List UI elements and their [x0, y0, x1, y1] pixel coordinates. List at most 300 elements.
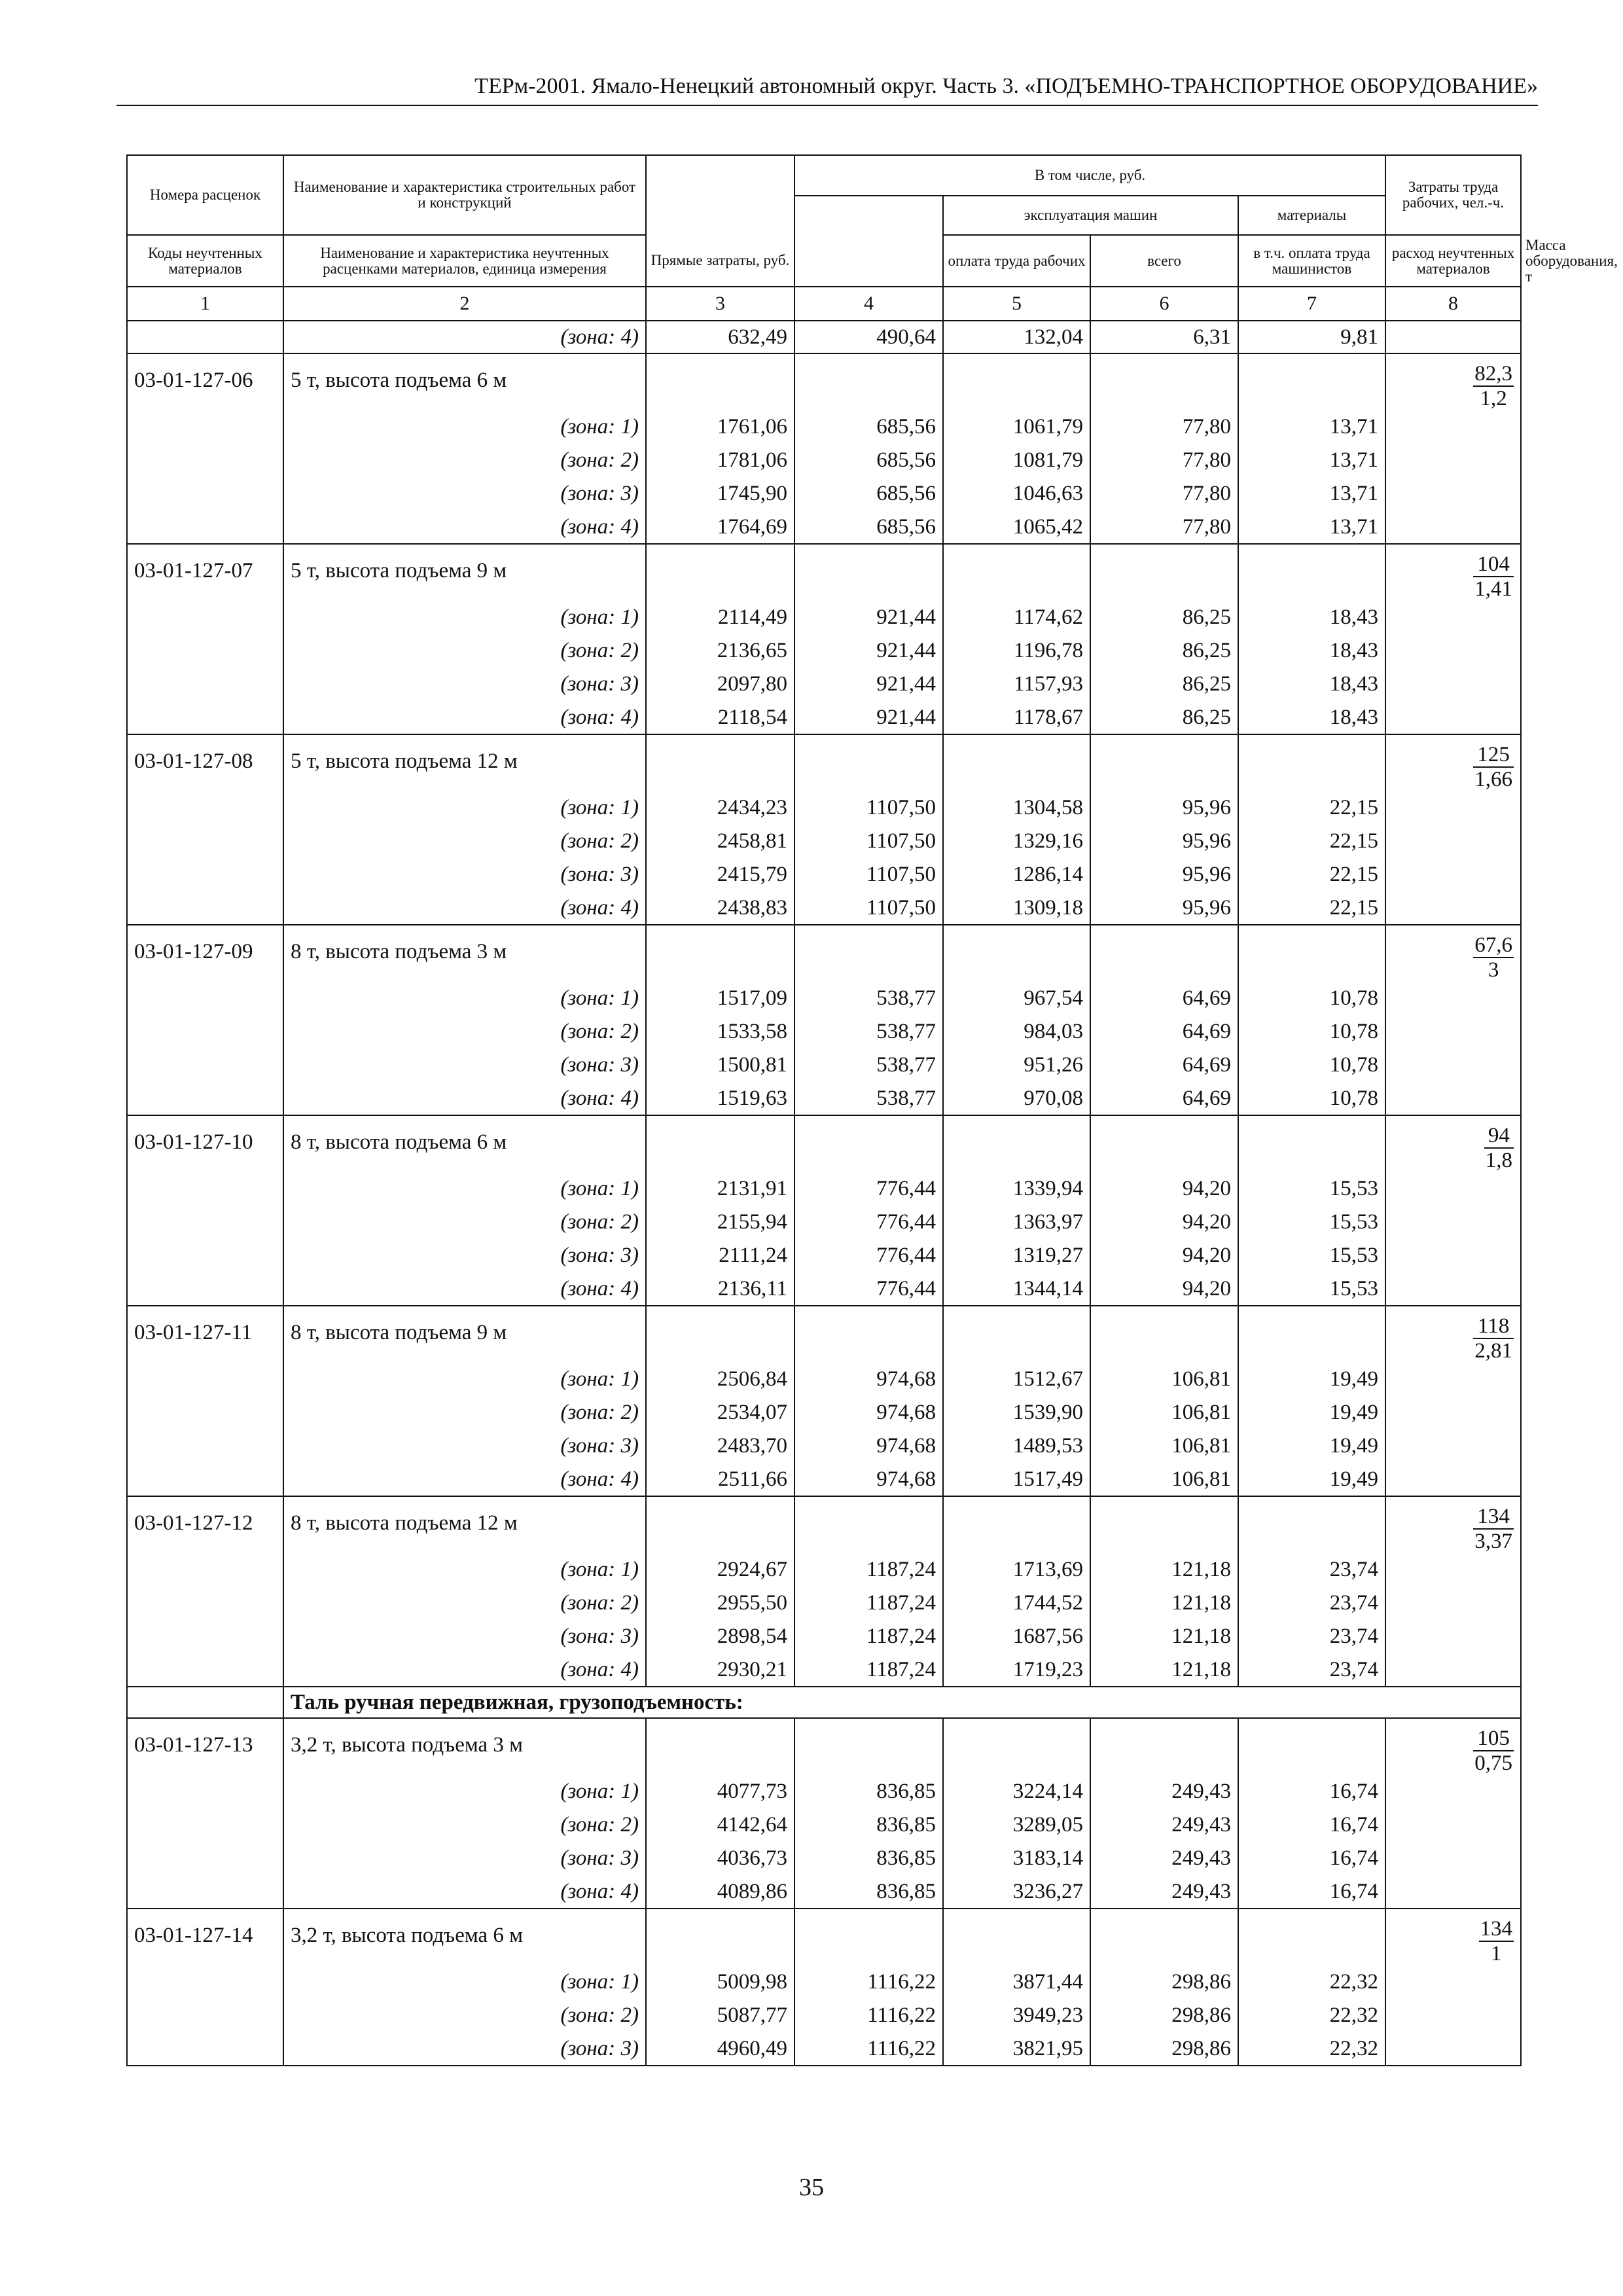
empty-cell: [1090, 1909, 1238, 1965]
materials-value: 22,15: [1238, 858, 1385, 891]
empty-cell: [1238, 353, 1385, 410]
rate-code-cell: [127, 601, 283, 634]
materials-value: 22,32: [1238, 2032, 1385, 2066]
zone-row: [127, 858, 1521, 891]
labor-cost-cell: [1385, 668, 1521, 701]
direct-costs-value: 2111,24: [646, 1239, 794, 1272]
labor-cost-cell: [1385, 701, 1521, 734]
labor-cost-cell: [1385, 891, 1521, 925]
rate-code-cell: [127, 2032, 283, 2066]
empty-cell: [794, 925, 943, 982]
rate-code: 03-01-127-14: [127, 1909, 283, 1965]
rate-code-cell: [127, 1775, 283, 1808]
machinist-pay-value: 64,69: [1090, 1082, 1238, 1115]
rate-code-cell: [127, 825, 283, 858]
materials-value: 16,74: [1238, 1808, 1385, 1842]
labor-cost-value: 118: [1473, 1314, 1514, 1339]
zone-label: (зона: 3): [283, 2032, 646, 2066]
labor-cost-cell: [1385, 1463, 1521, 1496]
labor-cost-cell: [1385, 477, 1521, 511]
materials-value: 16,74: [1238, 1875, 1385, 1909]
column-number: 7: [1238, 287, 1385, 321]
zone-row: [127, 410, 1521, 444]
labor-cost-value: 67,6: [1474, 933, 1513, 957]
machine-total-value: 1719,23: [943, 1653, 1090, 1687]
col-total-header: всего: [1090, 235, 1238, 287]
empty-cell: [1090, 1718, 1238, 1775]
work-name: 3,2 т, высота подъема 3 м: [283, 1718, 646, 1775]
zone-label: (зона: 1): [283, 1172, 646, 1206]
zone-label: (зона: 2): [283, 1587, 646, 1620]
zone-row: [127, 891, 1521, 925]
labor-cost-cell: [1385, 982, 1521, 1015]
rate-code-cell: [127, 891, 283, 925]
empty-cell: [943, 353, 1090, 410]
machinist-pay-value: 77,80: [1090, 511, 1238, 544]
zone-row: [127, 1082, 1521, 1115]
col-direct-costs-header: Прямые затраты, руб.: [646, 235, 794, 287]
labor-cost-value: 104: [1473, 552, 1514, 577]
zone-label: (зона: 2): [283, 1396, 646, 1429]
rate-entry-row: [127, 1496, 1521, 1553]
col-work-name-header: Наименование и характеристика строительных работ и конструкций: [283, 155, 646, 235]
labor-cost-cell: [1385, 1272, 1521, 1306]
labor-cost-cell: [1385, 601, 1521, 634]
worker-pay-value: 1107,50: [794, 891, 943, 925]
machinist-pay-value: 77,80: [1090, 444, 1238, 477]
machine-total-value: 1687,56: [943, 1620, 1090, 1653]
machinist-pay-value: 298,86: [1090, 1965, 1238, 1999]
worker-pay-value: 538,77: [794, 982, 943, 1015]
labor-cost-fraction: [1385, 1496, 1521, 1553]
labor-cost-cell: [1385, 1775, 1521, 1808]
labor-cost-cell: [1385, 321, 1521, 353]
machinist-pay-value: 86,25: [1090, 701, 1238, 734]
labor-cost-cell: [1385, 1239, 1521, 1272]
labor-cost-fraction: [1385, 734, 1521, 791]
labor-fraction: [1473, 552, 1514, 601]
direct-costs-value: 4077,73: [646, 1775, 794, 1808]
materials-value: 19,49: [1238, 1463, 1385, 1496]
machine-total-value: 1539,90: [943, 1396, 1090, 1429]
empty-cell: [1238, 925, 1385, 982]
worker-pay-value: 1107,50: [794, 791, 943, 825]
rate-code-cell: [127, 1082, 283, 1115]
direct-costs-value: 2131,91: [646, 1172, 794, 1206]
direct-costs-value: 2930,21: [646, 1653, 794, 1687]
work-name: 8 т, высота подъема 3 м: [283, 925, 646, 982]
col-worker-pay-header: оплата труда рабочих: [943, 235, 1090, 287]
machinist-pay-value: 94,20: [1090, 1239, 1238, 1272]
labor-cost-fraction: [1385, 353, 1521, 410]
zone-row: [127, 1206, 1521, 1239]
zone-row: [127, 1842, 1521, 1875]
direct-costs-value: 4960,49: [646, 2032, 794, 2066]
labor-cost-fraction: [1385, 1306, 1521, 1363]
col-rate-numbers-header: Номера расценок: [127, 155, 283, 235]
zone-row: [127, 511, 1521, 544]
labor-cost-value: 134: [1473, 1505, 1514, 1530]
col-unaccounted-materials-header: расход неучтенных материалов: [1385, 235, 1521, 287]
rate-code-cell: [127, 1999, 283, 2032]
zone-label: (зона: 3): [283, 1620, 646, 1653]
empty-cell: [1090, 1496, 1238, 1553]
zone-row: [127, 1363, 1521, 1396]
rate-code-cell: [127, 1653, 283, 1687]
col-direct-costs-spacer: [646, 155, 794, 235]
rate-code-cell: [127, 321, 283, 353]
rate-code-cell: [127, 1842, 283, 1875]
worker-pay-value: 1116,22: [794, 2032, 943, 2066]
machine-total-value: 1344,14: [943, 1272, 1090, 1306]
labor-cost-cell: [1385, 1015, 1521, 1049]
zone-row: [127, 1553, 1521, 1587]
empty-cell: [794, 1306, 943, 1363]
worker-pay-value: 538,77: [794, 1049, 943, 1082]
empty-cell: [646, 734, 794, 791]
labor-cost-cell: [1385, 1965, 1521, 1999]
empty-cell: [794, 734, 943, 791]
worker-pay-value: 1187,24: [794, 1620, 943, 1653]
empty-cell: [1090, 1115, 1238, 1172]
empty-cell: [646, 544, 794, 601]
zone-label: (зона: 2): [283, 825, 646, 858]
direct-costs-value: 2438,83: [646, 891, 794, 925]
rate-entry-row: [127, 1115, 1521, 1172]
machinist-pay-value: 298,86: [1090, 2032, 1238, 2066]
zone-label: (зона: 2): [283, 444, 646, 477]
zone-label: (зона: 4): [283, 511, 646, 544]
labor-cost-cell: [1385, 444, 1521, 477]
machinist-pay-value: 106,81: [1090, 1463, 1238, 1496]
worker-pay-value: 921,44: [794, 668, 943, 701]
equipment-mass-value: 1,66: [1474, 768, 1513, 791]
direct-costs-value: 5087,77: [646, 1999, 794, 2032]
machine-total-value: 1744,52: [943, 1587, 1090, 1620]
labor-cost-value: 94: [1484, 1124, 1514, 1149]
zone-row: [127, 1172, 1521, 1206]
empty-cell: [1238, 1306, 1385, 1363]
zone-row: [127, 634, 1521, 668]
machinist-pay-value: 64,69: [1090, 1015, 1238, 1049]
materials-value: 10,78: [1238, 1049, 1385, 1082]
materials-value: 13,71: [1238, 511, 1385, 544]
labor-fraction: [1473, 1505, 1514, 1553]
rate-entry-row: [127, 734, 1521, 791]
zone-label: (зона: 1): [283, 601, 646, 634]
section-title: Таль ручная передвижная, грузоподъемность:: [283, 1687, 1521, 1718]
equipment-mass-value: 3,37: [1474, 1530, 1513, 1553]
materials-value: 15,53: [1238, 1172, 1385, 1206]
section-row: [127, 1687, 1521, 1718]
machine-total-value: 3224,14: [943, 1775, 1090, 1808]
rate-code-cell: [127, 1808, 283, 1842]
zone-label: (зона: 4): [283, 1653, 646, 1687]
rate-code-cell: [127, 511, 283, 544]
machine-total-value: 1713,69: [943, 1553, 1090, 1587]
materials-header: материалы: [1238, 196, 1385, 235]
materials-value: 22,15: [1238, 891, 1385, 925]
zone-label: (зона: 3): [283, 1429, 646, 1463]
col-labor-cost-header: Затраты труда рабочих, чел.-ч.: [1385, 155, 1521, 235]
labor-cost-value: 105: [1473, 1727, 1514, 1751]
col-codes-header: Коды неучтенных материалов: [127, 235, 283, 287]
zone-label: (зона: 4): [283, 701, 646, 734]
materials-value: 19,49: [1238, 1363, 1385, 1396]
worker-pay-value: 538,77: [794, 1082, 943, 1115]
zone-label: (зона: 1): [283, 982, 646, 1015]
labor-cost-cell: [1385, 511, 1521, 544]
direct-costs-value: 2118,54: [646, 701, 794, 734]
worker-pay-value: 490,64: [794, 321, 943, 353]
machine-total-value: 1286,14: [943, 858, 1090, 891]
machinist-pay-value: 249,43: [1090, 1808, 1238, 1842]
direct-costs-value: 632,49: [646, 321, 794, 353]
zone-row: [127, 982, 1521, 1015]
materials-value: 22,15: [1238, 791, 1385, 825]
materials-value: 10,78: [1238, 982, 1385, 1015]
labor-cost-value: 134: [1480, 1917, 1513, 1941]
empty-cell: [1090, 353, 1238, 410]
machinist-pay-value: 94,20: [1090, 1172, 1238, 1206]
machinist-pay-value: 77,80: [1090, 477, 1238, 511]
labor-fraction: [1473, 362, 1514, 410]
labor-cost-cell: [1385, 1553, 1521, 1587]
direct-costs-value: 2114,49: [646, 601, 794, 634]
rate-entry-row: [127, 1909, 1521, 1965]
zone-row: [127, 825, 1521, 858]
worker-pay-value: 921,44: [794, 701, 943, 734]
equipment-mass-value: 1,2: [1480, 387, 1507, 410]
column-number: 8: [1385, 287, 1521, 321]
machinist-pay-value: 121,18: [1090, 1653, 1238, 1687]
materials-value: 13,71: [1238, 477, 1385, 511]
rate-entry-row: [127, 1718, 1521, 1775]
equipment-mass-value: 2,81: [1474, 1339, 1513, 1363]
materials-value: 23,74: [1238, 1553, 1385, 1587]
machine-total-value: 1061,79: [943, 410, 1090, 444]
col-machinist-pay-header: в т.ч. оплата труда машинистов: [1238, 235, 1385, 287]
materials-value: 9,81: [1238, 321, 1385, 353]
labor-cost-cell: [1385, 1587, 1521, 1620]
rate-code: 03-01-127-12: [127, 1496, 283, 1553]
labor-cost-cell: [1385, 1363, 1521, 1396]
machinist-pay-value: 249,43: [1090, 1875, 1238, 1909]
direct-costs-value: 2458,81: [646, 825, 794, 858]
rate-code-cell: [127, 1363, 283, 1396]
empty-cell: [1238, 1115, 1385, 1172]
machinist-pay-value: 94,20: [1090, 1206, 1238, 1239]
worker-pay-value: 1187,24: [794, 1653, 943, 1687]
work-name: 5 т, высота подъема 6 м: [283, 353, 646, 410]
labor-fraction: [1484, 1124, 1514, 1172]
section-spacer: [127, 1687, 283, 1718]
machine-total-value: 1046,63: [943, 477, 1090, 511]
column-number: 4: [794, 287, 943, 321]
machinist-pay-value: 77,80: [1090, 410, 1238, 444]
labor-cost-fraction: [1385, 925, 1521, 982]
direct-costs-value: 2898,54: [646, 1620, 794, 1653]
labor-cost-cell: [1385, 1999, 1521, 2032]
zone-row: [127, 1775, 1521, 1808]
equipment-mass-value: 1,41: [1474, 577, 1513, 601]
worker-pay-value: 1116,22: [794, 1999, 943, 2032]
labor-cost-value: 82,3: [1474, 362, 1513, 386]
empty-cell: [646, 1496, 794, 1553]
direct-costs-value: 2136,65: [646, 634, 794, 668]
rate-code: 03-01-127-13: [127, 1718, 283, 1775]
zone-label: (зона: 4): [283, 891, 646, 925]
col-worker-pay-spacer: [794, 196, 943, 287]
machine-total-value: 1489,53: [943, 1429, 1090, 1463]
zone-row: [127, 444, 1521, 477]
zone-label: (зона: 1): [283, 791, 646, 825]
machine-total-value: 3183,14: [943, 1842, 1090, 1875]
labor-cost-fraction: [1385, 1115, 1521, 1172]
zone-row: [127, 1875, 1521, 1909]
empty-cell: [943, 544, 1090, 601]
labor-cost-cell: [1385, 1172, 1521, 1206]
work-name: 3,2 т, высота подъема 6 м: [283, 1909, 646, 1965]
rate-code-cell: [127, 1396, 283, 1429]
labor-fraction: [1473, 1314, 1514, 1363]
machine-total-value: 3949,23: [943, 1999, 1090, 2032]
zone-label: (зона: 4): [283, 1272, 646, 1306]
empty-cell: [794, 1909, 943, 1965]
direct-costs-value: 2955,50: [646, 1587, 794, 1620]
direct-costs-value: 2511,66: [646, 1463, 794, 1496]
direct-costs-value: 2155,94: [646, 1206, 794, 1239]
worker-pay-value: 776,44: [794, 1239, 943, 1272]
zone-label: (зона: 2): [283, 1206, 646, 1239]
labor-cost-cell: [1385, 1653, 1521, 1687]
equipment-mass-value: 3: [1488, 958, 1499, 982]
rate-code: 03-01-127-06: [127, 353, 283, 410]
materials-value: 13,71: [1238, 410, 1385, 444]
rate-code-cell: [127, 634, 283, 668]
machine-total-value: 1065,42: [943, 511, 1090, 544]
rate-code: 03-01-127-08: [127, 734, 283, 791]
direct-costs-value: 2483,70: [646, 1429, 794, 1463]
empty-cell: [646, 1115, 794, 1172]
zone-label: (зона: 4): [283, 321, 646, 353]
direct-costs-value: 5009,98: [646, 1965, 794, 1999]
empty-cell: [943, 1718, 1090, 1775]
including-rub-header: В том числе, руб.: [794, 155, 1385, 196]
rate-entry-row: [127, 544, 1521, 601]
header-divider: [116, 105, 1538, 106]
machine-total-value: 1329,16: [943, 825, 1090, 858]
zone-label: (зона: 2): [283, 634, 646, 668]
labor-cost-cell: [1385, 634, 1521, 668]
machinist-pay-value: 106,81: [1090, 1429, 1238, 1463]
zone-row: [127, 1396, 1521, 1429]
machinist-pay-value: 298,86: [1090, 1999, 1238, 2032]
equipment-mass-value: 1: [1491, 1942, 1502, 1965]
labor-cost-cell: [1385, 1082, 1521, 1115]
zone-label: (зона: 3): [283, 858, 646, 891]
machinist-pay-value: 106,81: [1090, 1396, 1238, 1429]
zone-row: [127, 1999, 1521, 2032]
materials-value: 18,43: [1238, 634, 1385, 668]
machine-total-value: 1339,94: [943, 1172, 1090, 1206]
direct-costs-value: 4089,86: [646, 1875, 794, 1909]
machine-total-value: 3289,05: [943, 1808, 1090, 1842]
empty-cell: [646, 1909, 794, 1965]
column-numbers-row: [127, 287, 1521, 321]
direct-costs-value: 1745,90: [646, 477, 794, 511]
zone-row: [127, 1015, 1521, 1049]
zone-label: (зона: 3): [283, 477, 646, 511]
zone-row: [127, 601, 1521, 634]
direct-costs-value: 2415,79: [646, 858, 794, 891]
machine-total-value: 1304,58: [943, 791, 1090, 825]
direct-costs-value: 1761,06: [646, 410, 794, 444]
direct-costs-value: 2136,11: [646, 1272, 794, 1306]
machine-total-value: 1319,27: [943, 1239, 1090, 1272]
empty-cell: [646, 1718, 794, 1775]
rate-code-cell: [127, 1875, 283, 1909]
worker-pay-value: 974,68: [794, 1463, 943, 1496]
rate-code-cell: [127, 1049, 283, 1082]
worker-pay-value: 1107,50: [794, 858, 943, 891]
zone-label: (зона: 3): [283, 1049, 646, 1082]
rate-code: 03-01-127-10: [127, 1115, 283, 1172]
materials-value: 23,74: [1238, 1587, 1385, 1620]
zone-row: [127, 1587, 1521, 1620]
zone-row: [127, 1049, 1521, 1082]
machine-total-value: 3871,44: [943, 1965, 1090, 1999]
column-number: 2: [283, 287, 646, 321]
zone-row: [127, 1620, 1521, 1653]
labor-fraction: [1473, 1727, 1514, 1775]
rate-code: 03-01-127-09: [127, 925, 283, 982]
labor-cost-cell: [1385, 410, 1521, 444]
worker-pay-value: 1107,50: [794, 825, 943, 858]
direct-costs-value: 1519,63: [646, 1082, 794, 1115]
labor-cost-cell: [1385, 1049, 1521, 1082]
empty-cell: [943, 1496, 1090, 1553]
empty-cell: [1238, 1496, 1385, 1553]
machinist-pay-value: 86,25: [1090, 634, 1238, 668]
worker-pay-value: 685,56: [794, 511, 943, 544]
zone-label: (зона: 1): [283, 410, 646, 444]
rates-table: [126, 154, 1618, 2066]
machinist-pay-value: 86,25: [1090, 601, 1238, 634]
empty-cell: [646, 925, 794, 982]
labor-cost-cell: [1385, 1875, 1521, 1909]
labor-cost-cell: [1385, 858, 1521, 891]
machinist-pay-value: 95,96: [1090, 825, 1238, 858]
rate-code-cell: [127, 410, 283, 444]
machine-operation-header: эксплуатация машин: [943, 196, 1238, 235]
worker-pay-value: 776,44: [794, 1172, 943, 1206]
machinist-pay-value: 249,43: [1090, 1775, 1238, 1808]
machine-total-value: 967,54: [943, 982, 1090, 1015]
machine-total-value: 1081,79: [943, 444, 1090, 477]
rate-code: 03-01-127-07: [127, 544, 283, 601]
rate-code-cell: [127, 1553, 283, 1587]
zone-label: (зона: 1): [283, 1775, 646, 1808]
rate-code-cell: [127, 791, 283, 825]
labor-cost-cell: [1385, 791, 1521, 825]
zone-label: (зона: 1): [283, 1965, 646, 1999]
column-number: 6: [1090, 287, 1238, 321]
empty-cell: [646, 1306, 794, 1363]
machinist-pay-value: 6,31: [1090, 321, 1238, 353]
worker-pay-value: 836,85: [794, 1808, 943, 1842]
work-name: 8 т, высота подъема 9 м: [283, 1306, 646, 1363]
